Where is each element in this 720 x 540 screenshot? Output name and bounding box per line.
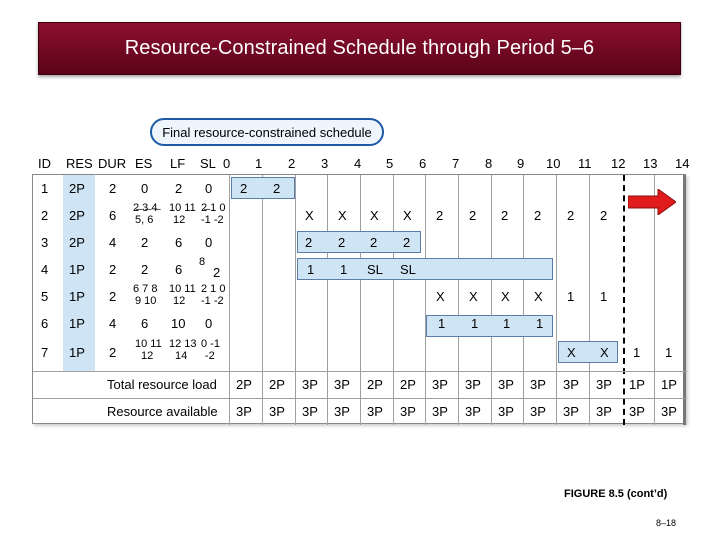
available-cell: 3P [596,404,612,419]
row-4-sl-bot: 2 [213,265,221,280]
period-label: 8 [485,156,493,171]
row-7-dur: 2 [109,345,117,360]
activity-4-bar [297,258,553,280]
row-2-es-top: 2̶ 3̶ 4̶ [133,202,158,214]
row-1-id: 1 [41,181,49,196]
row-7-sl-top: 0 -1 [201,338,220,350]
available-cell: 3P [563,404,579,419]
row-4-lf: 6 [175,262,183,277]
row-1-lf: 2 [175,181,183,196]
load-cell: 1 [536,316,544,331]
row-1-dur: 2 [109,181,117,196]
row-2-sl-top: 2̶ 1 0 [201,202,226,214]
total-load-cell: 3P [498,377,514,392]
available-cell: 3P [498,404,514,419]
total-load-cell: 3P [334,377,350,392]
schedule-grid [32,174,686,424]
slack-cell: SL [400,262,416,277]
total-load-cell: 2P [400,377,416,392]
header-lf: LF [170,156,186,171]
available-cell: 3P [432,404,448,419]
row-5-id: 5 [41,289,49,304]
delay-cell: X [370,208,379,223]
row-7-es-top: 10 11 [135,338,162,350]
delay-cell: X [567,345,576,360]
row-5-sl-bot: -1 -2 [201,295,224,307]
total-load-cell: 3P [596,377,612,392]
available-cell: 3P [465,404,481,419]
row-6-dur: 4 [109,316,117,331]
available-cell: 3P [367,404,383,419]
row-2-lf-top: 10 11 [169,202,196,214]
load-cell: 1 [438,316,446,331]
row-5-lf-bot: 12 [173,295,186,307]
row-7-lf-top: 12 13 [169,338,197,350]
period-label: 3 [321,156,329,171]
row-4-id: 4 [41,262,49,277]
delay-cell: X [534,289,543,304]
load-cell: 2 [240,181,248,196]
header-sl: SL [200,156,216,171]
row-2-sl-bot: -1 -2 [201,214,224,226]
load-cell: 2 [501,208,509,223]
row-2-res: 2P [69,208,85,223]
row-6-es: 6 [141,316,149,331]
period-label: 11 [578,156,592,171]
delay-cell: X [501,289,510,304]
available-cell: 3P [334,404,350,419]
total-load-cell: 1P [661,377,677,392]
load-cell: 2 [305,235,313,250]
row-4-es: 2 [141,262,149,277]
available-cell: 3P [269,404,285,419]
available-cell: 3P [629,404,645,419]
row-3-lf: 6 [175,235,183,250]
load-cell: 2 [403,235,411,250]
load-cell: 1 [471,316,479,331]
period-label: 9 [517,156,525,171]
period-label: 5 [386,156,394,171]
row-7-sl-bot: -2 [205,350,215,362]
load-cell: 2 [436,208,444,223]
header-es: ES [135,156,153,171]
available-cell: 3P [661,404,677,419]
row-5-es-bot: 9 10 [135,295,157,307]
load-cell: 1 [665,345,673,360]
row-5-sl-top: 2 1 0 [201,283,226,295]
period-label: 1 [255,156,263,171]
row-3-es: 2 [141,235,149,250]
row-2-dur: 6 [109,208,117,223]
delay-cell: X [436,289,445,304]
row-6-id: 6 [41,316,49,331]
total-load-cell: 3P [432,377,448,392]
row-3-id: 3 [41,235,49,250]
load-cell: 2 [273,181,281,196]
row-5-res: 1P [69,289,85,304]
header-id: ID [38,156,51,171]
row-6-sl: 0 [205,316,213,331]
total-load-cell: 2P [367,377,383,392]
available-cell: 3P [400,404,416,419]
row-4-res: 1P [69,262,85,277]
period-12-marker [623,175,625,425]
row-1-es: 0 [141,181,149,196]
slide-title: Resource-Constrained Schedule through Period 5–6 [124,37,595,59]
total-load-cell: 3P [530,377,546,392]
row-5-lf-top: 10 11 [169,283,196,295]
period-label: 10 [546,156,561,171]
available-cell: 3P [302,404,318,419]
row-4-sl-top: 8 [199,256,206,268]
row-2-lf-bot: 12 [173,214,186,226]
total-load-cell: 2P [236,377,252,392]
period-label: 12 [611,156,626,171]
period-label: 6 [419,156,427,171]
row-6-res: 1P [69,316,85,331]
total-load-cell: 3P [563,377,579,392]
row-6-lf: 10 [171,316,186,331]
row-7-id: 7 [41,345,49,360]
period-label: 4 [354,156,362,171]
available-cell: 3P [530,404,546,419]
available-cell: 3P [236,404,252,419]
total-load-cell: 3P [302,377,318,392]
schedule-label: Final resource-constrained schedule [150,118,384,146]
row-5-dur: 2 [109,289,117,304]
period-label: 0 [223,156,231,171]
row-2-id: 2 [41,208,49,223]
total-load-cell: 1P [629,377,645,392]
load-cell: 2 [338,235,346,250]
total-load-label: Total resource load [107,377,217,392]
page-number: 8–18 [656,518,677,528]
delay-cell: X [305,208,314,223]
row-5-es-top: 6 7 8 [133,283,158,295]
period-label: 13 [643,156,658,171]
load-cell: 1 [600,289,608,304]
total-load-cell: 3P [465,377,481,392]
delay-cell: X [338,208,347,223]
row-1-res: 2P [69,181,85,196]
row-3-res: 2P [69,235,85,250]
right-arrow-icon [628,189,676,215]
row-1-sl: 0 [205,181,213,196]
total-load-cell: 2P [269,377,285,392]
row-7-res: 1P [69,345,85,360]
load-cell: 1 [340,262,348,277]
load-cell: 1 [633,345,641,360]
load-cell: 1 [503,316,511,331]
delay-cell: X [469,289,478,304]
period-label: 7 [452,156,460,171]
resource-available-label: Resource available [107,404,218,419]
load-cell: 2 [600,208,608,223]
row-7-es-bot: 12 [141,350,154,362]
delay-cell: X [403,208,412,223]
row-4-dur: 2 [109,262,117,277]
row-3-sl: 0 [205,235,213,250]
schedule-figure [30,110,690,430]
slide-title-bar [38,22,681,75]
row-3-dur: 4 [109,235,117,250]
delay-cell: X [600,345,609,360]
period-label: 14 [675,156,690,171]
row-7-lf-bot: 14 [175,350,188,362]
load-cell: 2 [534,208,542,223]
header-dur: DUR [98,156,127,171]
header-res: RES [66,156,93,171]
slack-cell: SL [367,262,383,277]
load-cell: 1 [307,262,315,277]
load-cell: 2 [370,235,378,250]
figure-caption: FIGURE 8.5 (cont’d) [564,488,668,500]
load-cell: 1 [567,289,575,304]
load-cell: 2 [567,208,575,223]
row-2-es-bot: 5, 6 [135,214,154,226]
period-label: 2 [288,156,296,171]
load-cell: 2 [469,208,477,223]
